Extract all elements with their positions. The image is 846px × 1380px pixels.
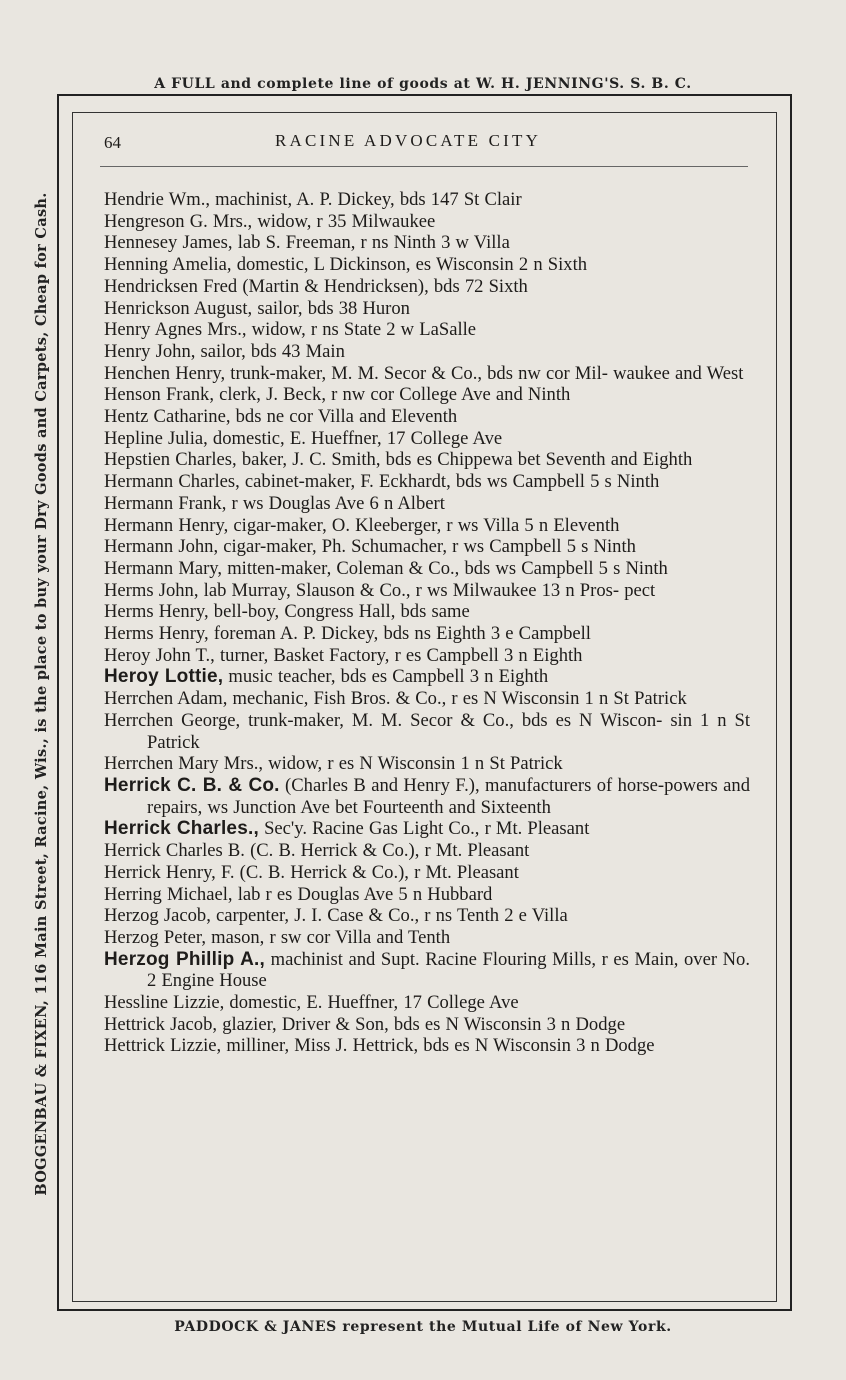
bottom-advertisement: PADDOCK & JANES represent the Mutual Life of New York.	[174, 1319, 672, 1335]
entry-name: Herms Henry,	[104, 623, 209, 645]
entry-detail: baker, J. C. Smith, bds es Chippewa bet Seventh and Eighth	[236, 449, 693, 471]
entry-name: Herzog Jacob,	[104, 905, 211, 927]
directory-entry	[104, 189, 750, 211]
entry-name: Henry Agnes Mrs.,	[104, 319, 247, 341]
entry-name: Hermann Charles,	[104, 471, 240, 493]
entry-name: Herrchen Mary Mrs.,	[104, 753, 263, 775]
directory-entry	[104, 493, 750, 515]
entry-detail: domestic, E. Hueffner, 17 College Ave	[207, 427, 503, 449]
entry-detail: widow, r 35 Milwaukee	[252, 210, 436, 232]
page-number: 64	[104, 133, 121, 152]
entry-name: Hermann Frank,	[104, 492, 227, 514]
directory-entry	[104, 319, 750, 341]
entry-detail: lab S. Freeman, r ns Ninth 3 w Villa	[232, 232, 510, 254]
entry-name: Herms Henry,	[104, 601, 209, 623]
directory-entry	[104, 1014, 750, 1036]
entry-detail: carpenter, J. I. Case & Co., r ns Tenth 2 e Villa	[210, 905, 568, 927]
top-advertisement: A FULL and complete line of goods at W. H. JENNING'S. S. B. C.	[154, 76, 692, 92]
entry-name: Hessline Lizzie,	[104, 992, 225, 1014]
directory-entry	[104, 449, 750, 471]
running-head: RACINE ADVOCATE CITY	[275, 131, 542, 150]
entry-detail: Sec'y. Racine Gas Light Co., r Mt. Pleasant	[258, 818, 590, 840]
entry-name: Herrchen Adam,	[104, 688, 228, 710]
side-advertisement: BOGGENBAU & FIXEN, 116 Main Street, Racine, Wis., is the place to buy your Dry Goods and Carpets, Cheap for Cash.	[33, 192, 50, 1196]
directory-entry	[104, 536, 750, 558]
directory-entry	[104, 862, 750, 884]
entry-detail: cigar-maker, Ph. Schumacher, r ws Campbell 5 s Ninth	[218, 536, 636, 558]
entry-detail: foreman A. P. Dickey, bds ns Eighth 3 e Campbell	[208, 623, 591, 645]
entry-detail: music teacher, bds es Campbell 3 n Eighth	[223, 666, 549, 688]
directory-entry	[104, 884, 750, 906]
directory-entry	[104, 471, 750, 493]
entry-name: Henchen Henry,	[104, 362, 226, 384]
entry-detail: lab Murray, Slauson & Co., r ws Milwaukee 13 n Pros- pect	[198, 579, 656, 601]
entry-detail: widow, r es N Wisconsin 1 n St Patrick	[263, 753, 563, 775]
entry-name: Hettrick Jacob,	[104, 1013, 218, 1035]
entry-detail: milliner, Miss J. Hettrick, bds es N Wisconsin 3 n Dodge	[221, 1035, 655, 1057]
directory-entry	[104, 211, 750, 233]
directory-entry	[104, 688, 750, 710]
entry-detail: cabinet-maker, F. Eckhardt, bds ws Campbell 5 s Ninth	[239, 471, 660, 493]
entry-name: Hennesey James,	[104, 232, 233, 254]
entry-detail: lab r es Douglas Ave 5 n Hubbard	[232, 883, 493, 905]
directory-entry	[104, 840, 750, 862]
directory-entry	[104, 515, 750, 537]
directory-entry	[104, 341, 750, 363]
entry-name: Heroy Lottie,	[104, 666, 224, 688]
entry-name: Heroy John T.,	[104, 644, 215, 666]
entry-name: Hendrie Wm.,	[104, 189, 211, 210]
entry-name: Hermann Mary,	[104, 557, 223, 579]
directory-entry	[104, 992, 750, 1014]
directory-entry	[104, 558, 750, 580]
entry-name: Herrchen George,	[104, 709, 241, 731]
entry-detail: r ws Douglas Ave 6 n Albert	[226, 492, 445, 514]
entry-name: Herrick Charles.,	[104, 818, 259, 840]
entry-name: Hettrick Lizzie,	[104, 1035, 222, 1057]
entry-detail: domestic, L Dickinson, es Wisconsin 2 n Sixth	[231, 254, 588, 276]
entry-name: Herrick Charles B.	[104, 840, 245, 862]
directory-entry	[104, 666, 750, 688]
entry-name: Hermann John,	[104, 536, 219, 558]
directory-entry	[104, 775, 750, 818]
directory-entry	[104, 276, 750, 298]
directory-entry	[104, 580, 750, 602]
entry-detail: (Charles B and Henry F.), manufacturers of horse-powers and repairs, ws Junction Ave bet Fourteenth and Sixteenth	[147, 774, 750, 818]
entry-detail: trunk-maker, M. M. Secor & Co., bds nw cor Mil- waukee and West	[225, 362, 744, 384]
entry-detail: sailor, bds 43 Main	[195, 340, 345, 362]
entry-name: Henry John,	[104, 340, 196, 362]
entry-name: Hepline Julia,	[104, 427, 208, 449]
entry-detail: cigar-maker, O. Kleeberger, r ws Villa 5 n Eleventh	[228, 514, 620, 536]
directory-entry	[104, 623, 750, 645]
entry-detail: (C. B. Herrick & Co.), r Mt. Pleasant	[234, 861, 519, 883]
entry-name: Hepstien Charles,	[104, 449, 237, 471]
entry-name: Herzog Peter,	[104, 926, 206, 948]
entry-detail: (Martin & Hendricksen), bds 72 Sixth	[237, 275, 528, 297]
directory-entry	[104, 1035, 750, 1057]
directory-entry	[104, 905, 750, 927]
entry-detail: domestic, E. Hueffner, 17 College Ave	[224, 992, 519, 1014]
directory-entry	[104, 428, 750, 450]
entry-detail: machinist, A. P. Dickey, bds 147 St Clair	[210, 189, 522, 210]
entry-name: Henning Amelia,	[104, 254, 232, 276]
directory-entries	[104, 189, 750, 1057]
entry-detail: machinist and Supt. Racine Flouring Mills, r es Main, over No. 2 Engine House	[147, 948, 750, 992]
directory-entry	[104, 406, 750, 428]
entry-name: Hengreson G. Mrs.,	[104, 210, 253, 232]
entry-detail: mitten-maker, Coleman & Co., bds ws Campbell 5 s Ninth	[222, 557, 668, 579]
directory-entry	[104, 927, 750, 949]
entry-detail: widow, r ns State 2 w LaSalle	[246, 319, 477, 341]
directory-entry	[104, 645, 750, 667]
entry-name: Hermann Henry,	[104, 514, 229, 536]
entry-name: Henson Frank,	[104, 384, 214, 406]
entry-detail: glazier, Driver & Son, bds es N Wisconsin 3 n Dodge	[217, 1013, 626, 1035]
entry-name: Herzog Phillip A.,	[104, 948, 266, 970]
entry-detail: sailor, bds 38 Huron	[252, 297, 410, 319]
directory-entry	[104, 298, 750, 320]
directory-entry	[104, 753, 750, 775]
entry-name: Hendricksen Fred	[104, 275, 238, 297]
directory-entry	[104, 601, 750, 623]
header-rule	[100, 166, 748, 167]
entry-detail: (C. B. Herrick & Co.), r Mt. Pleasant	[244, 840, 530, 862]
entry-name: Herring Michael,	[104, 883, 233, 905]
directory-entry	[104, 384, 750, 406]
directory-entry	[104, 363, 750, 385]
entry-detail: bds ne cor Villa and Eleventh	[230, 406, 458, 428]
entry-detail: trunk-maker, M. M. Secor & Co., bds es N Wiscon- sin 1 n St Patrick	[147, 709, 750, 753]
directory-entry	[104, 710, 750, 753]
entry-detail: clerk, J. Beck, r nw cor College Ave and Ninth	[213, 384, 571, 406]
directory-entry	[104, 818, 750, 840]
entry-name: Henrickson August,	[104, 297, 253, 319]
entry-detail: turner, Basket Factory, r es Campbell 3 n Eighth	[214, 644, 583, 666]
entry-detail: mason, r sw cor Villa and Tenth	[205, 926, 451, 948]
entry-name: Hentz Catharine,	[104, 406, 231, 428]
directory-entry	[104, 254, 750, 276]
directory-entry	[104, 232, 750, 254]
entry-detail: mechanic, Fish Bros. & Co., r es N Wisconsin 1 n St Patrick	[227, 688, 687, 710]
directory-entry	[104, 949, 750, 992]
entry-detail: bell-boy, Congress Hall, bds same	[208, 601, 470, 623]
entry-name: Herrick Henry, F.	[104, 861, 235, 883]
entry-name: Herrick C. B. & Co.	[104, 774, 280, 796]
entry-name: Herms John,	[104, 579, 199, 601]
